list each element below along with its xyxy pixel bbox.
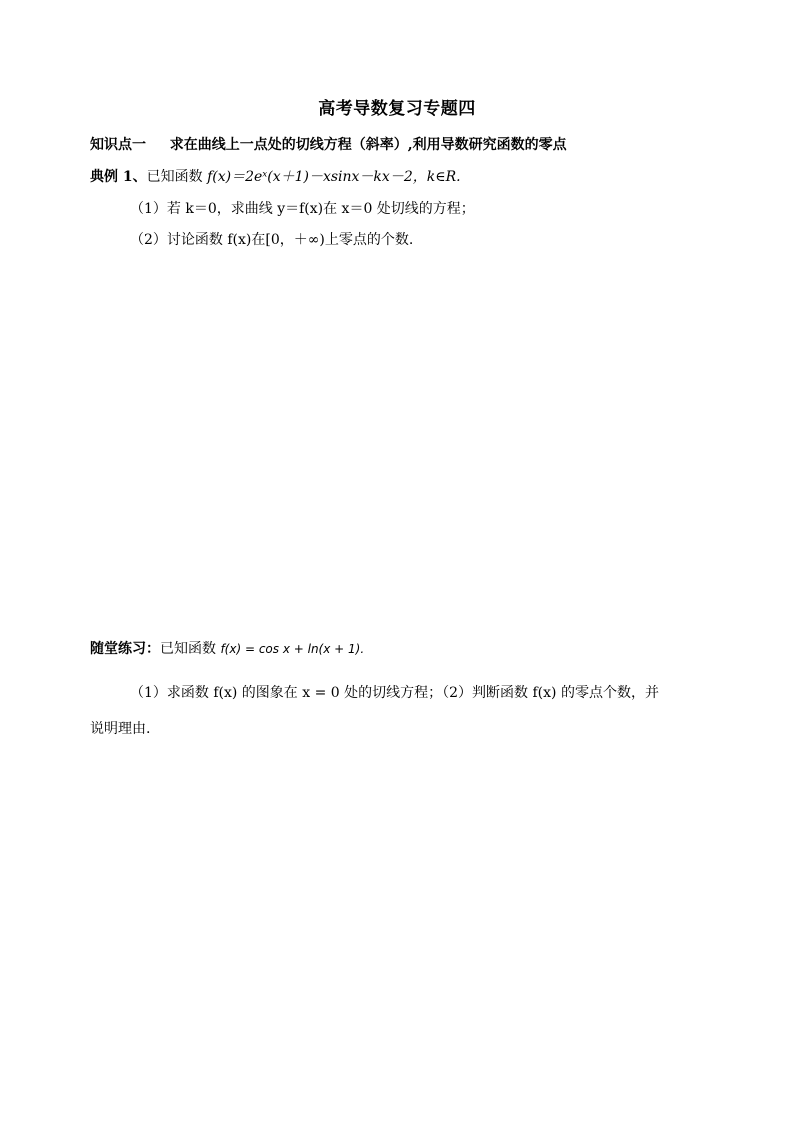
practice-function: f(x) = cos x + ln(x + 1). bbox=[220, 642, 365, 656]
example-intro: 已知函数 bbox=[146, 169, 203, 185]
page-title: 高考导数复习专题四 bbox=[318, 99, 476, 119]
practice-question-line-2: 说明理由. bbox=[90, 721, 151, 737]
practice-intro: 已知函数 bbox=[160, 641, 216, 657]
knowledge-point-label: 知识点一 bbox=[90, 137, 146, 153]
knowledge-point-text: 求在曲线上一点处的切线方程（斜率）,利用导数研究函数的零点 bbox=[169, 137, 567, 153]
example-statement bbox=[90, 166, 461, 186]
practice-statement bbox=[90, 638, 364, 658]
practice-label: 随堂练习： bbox=[90, 641, 160, 657]
practice-question-line-1: （1）求函数 f(x) 的图象在 x = 0 处的切线方程；（2）判断函数 f(x) 的零点个数，并 bbox=[130, 685, 659, 701]
example-function: f(x)＝2eˣ(x＋1)－xsinx－kx－2，k∈R. bbox=[207, 169, 461, 185]
example-part-1: （1）若 k＝0，求曲线 y＝f(x)在 x＝0 处切线的方程； bbox=[130, 201, 475, 217]
example-part-2: （2）讨论函数 f(x)在[0，＋∞)上零点的个数. bbox=[130, 232, 414, 248]
knowledge-point-heading bbox=[90, 134, 567, 154]
example-label: 典例 1、 bbox=[90, 169, 147, 185]
